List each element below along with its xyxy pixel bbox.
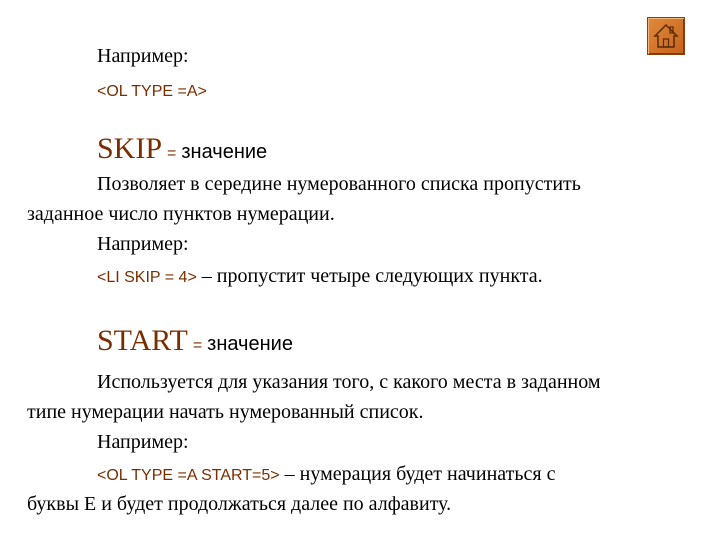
skip-attribute-line [97, 132, 267, 166]
skip-equals: = [167, 145, 177, 162]
li-skip-explanation: – пропустит четыре следующих пункта. [201, 265, 543, 287]
start-equals: = [192, 337, 203, 354]
example-label-2: Например: [97, 233, 189, 255]
ol-start-code: <OL TYPE =A START=5> [97, 467, 280, 484]
skip-attribute-name: SKIP [97, 132, 163, 165]
start-attribute-name: START [97, 324, 188, 357]
li-skip-code: <LI SKIP = 4> [97, 269, 197, 286]
skip-description-line-2: заданное число пунктов нумерации. [27, 203, 335, 225]
start-description-line-2: типе нумерации начать нумерованный список. [27, 401, 424, 423]
skip-description-line-1: Позволяет в середине нумерованного списка пропустить [97, 173, 581, 195]
ol-start-explanation-line-2: буквы Е и будет продолжаться далее по алфавиту. [27, 493, 452, 515]
ol-start-example [97, 462, 555, 488]
start-description-line-1: Используется для указания того, с какого места в заданном [97, 371, 601, 393]
skip-value-label: значение [181, 141, 268, 163]
example-label-1: Например: [97, 45, 189, 67]
home-icon [653, 22, 679, 50]
start-attribute-line [97, 324, 293, 358]
li-skip-example [97, 264, 543, 290]
ol-type-code: <OL TYPE =A> [97, 83, 207, 100]
start-value-label: значение [207, 333, 293, 355]
example-label-3: Например: [97, 431, 189, 453]
home-button[interactable] [647, 17, 685, 55]
ol-start-explanation: – нумерация будет начинаться с [284, 463, 556, 485]
